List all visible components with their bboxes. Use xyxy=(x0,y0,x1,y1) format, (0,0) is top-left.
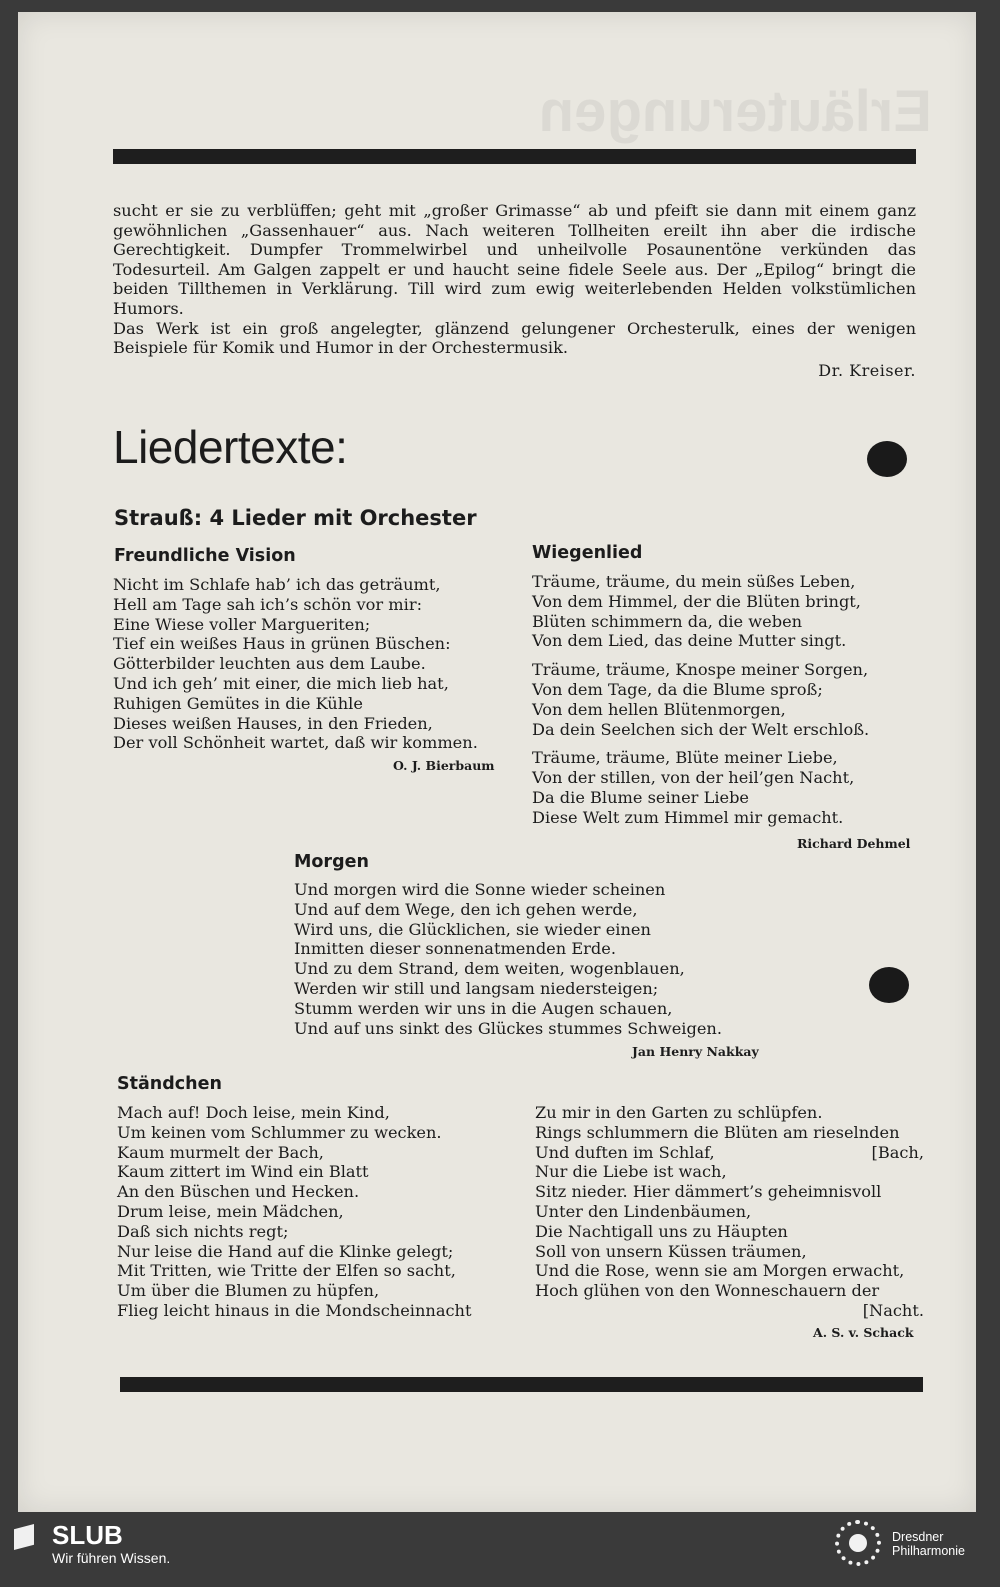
song-line: Eine Wiese voller Margueriten; xyxy=(113,614,371,634)
song-line-text: Und duften im Schlaf, xyxy=(535,1142,715,1162)
song-line: Die Nachtigall uns zu Häupten xyxy=(535,1221,788,1241)
program-note-paragraph: sucht er sie zu verblüffen; geht mit „großer Grimasse“ ab und pfeift sie dann mit einem ganz gewöhnlichen „Gassenhauer“ aus. Nach weiteren Tollheiten ereilt ihn aber die irdische Gerechtigkeit. Dumpfer Trommelwirbel und unheilvolle Posaunentöne verkünden das Todesurteil. Am Galgen zappelt er und haucht seine fidele Seele aus. Der „Epilog“ bringt die beiden Tillthemen in Verklärung. Till wird zum ewig weiterlebenden Helden volkstümlichen Humors. xyxy=(113,201,916,318)
philharmonie-logo-icon[interactable] xyxy=(835,1520,881,1566)
song-line: Mach auf! Doch leise, mein Kind, xyxy=(117,1103,390,1122)
section-subtitle: Strauß: 4 Lieder mit Orchester xyxy=(114,506,477,530)
song-line: Von dem hellen Blütenmorgen, xyxy=(532,699,786,719)
song-line: Inmitten dieser sonnenatmenden Erde. xyxy=(294,939,616,959)
song-line: Träume, träume, Blüte meiner Liebe, xyxy=(532,748,838,768)
song-line: Da die Blume seiner Liebe xyxy=(532,787,750,807)
song-author: A. S. v. Schack xyxy=(813,1325,914,1340)
song-line: Von dem Lied, das deine Mutter singt. xyxy=(532,631,847,651)
song-line: Mit Tritten, wie Tritte der Elfen so sacht, xyxy=(117,1261,456,1281)
song-line: [Nacht. xyxy=(862,1300,924,1320)
song-line: Werden wir still und langsam niedersteigen; xyxy=(294,978,659,998)
top-rule xyxy=(113,149,916,164)
song-lines-staendchen-left xyxy=(117,1103,471,1321)
song-author: Jan Henry Nakkay xyxy=(632,1044,759,1059)
song-line: Kaum murmelt der Bach, xyxy=(117,1142,324,1162)
bleed-through-text: Erläuterungen xyxy=(538,79,932,144)
song-line: Da dein Seelchen sich der Welt erschloß. xyxy=(532,719,870,739)
song-line: An den Büschen und Hecken. xyxy=(117,1182,360,1202)
program-note-paragraph: Das Werk ist ein groß angelegter, glänzend gelungener Orchesterulk, eines der wenigen Beispiele für Komik und Humor in der Orchestermusik. xyxy=(113,318,916,358)
song-title-morgen: Morgen xyxy=(294,852,369,872)
philharmonie-line-1: Dresdner xyxy=(892,1530,944,1544)
song-line: Tief ein weißes Haus in grünen Büschen: xyxy=(113,634,451,654)
song-title-vision: Freundliche Vision xyxy=(114,546,296,566)
song-line: Und auf dem Wege, den ich gehen werde, xyxy=(294,899,638,919)
song-line: Träume, träume, du mein süßes Leben, xyxy=(532,572,856,591)
song-line: Zu mir in den Garten zu schlüpfen. xyxy=(535,1103,823,1122)
song-line-continuation: [Bach, xyxy=(871,1142,924,1162)
song-line: Rings schlummern die Blüten am rieselnden xyxy=(535,1122,900,1142)
song-lines-morgen xyxy=(294,880,722,1038)
song-line xyxy=(535,1143,924,1163)
song-line: Nicht im Schlafe hab’ ich das geträumt, xyxy=(113,575,441,594)
song-line: Von dem Tage, da die Blume sproß; xyxy=(532,679,823,699)
philharmonie-name[interactable] xyxy=(892,1530,965,1558)
song-line: Nur leise die Hand auf die Klinke gelegt; xyxy=(117,1241,454,1261)
song-line: Der voll Schönheit wartet, daß wir kommen. xyxy=(113,733,478,753)
song-line: Wird uns, die Glücklichen, sie wieder einen xyxy=(294,919,651,939)
note-author: Dr. Kreiser. xyxy=(818,361,916,380)
song-line: Hell am Tage sah ich’s schön vor mir: xyxy=(113,594,423,614)
program-note xyxy=(113,201,916,358)
slub-name[interactable]: SLUB xyxy=(52,1520,123,1550)
song-line: Von dem Himmel, der die Blüten bringt, xyxy=(532,591,861,611)
song-line: Blüten schimmern da, die weben xyxy=(532,611,803,631)
song-line: Dieses weißen Hauses, in den Frieden, xyxy=(113,713,433,733)
song-line: Träume, träume, Knospe meiner Sorgen, xyxy=(532,660,869,680)
punch-hole xyxy=(867,441,907,477)
song-line: Hoch glühen von den Wonneschauern der xyxy=(535,1281,880,1301)
song-line: Und die Rose, wenn sie am Morgen erwacht, xyxy=(535,1261,905,1281)
bottom-rule xyxy=(120,1377,923,1392)
song-line: Um über die Blumen zu hüpfen, xyxy=(117,1281,380,1301)
song-line: Von der stillen, von der heil’gen Nacht, xyxy=(532,768,855,788)
song-line: Sitz nieder. Hier dämmert’s geheimnisvoll xyxy=(535,1182,882,1202)
song-line: Und auf uns sinkt des Glückes stummes Schweigen. xyxy=(294,1018,722,1038)
song-title-staendchen: Ständchen xyxy=(117,1074,222,1094)
song-author: Richard Dehmel xyxy=(797,836,911,851)
song-title-wiegenlied: Wiegenlied xyxy=(532,543,643,563)
song-line: Diese Welt zum Himmel mir gemacht. xyxy=(532,807,844,827)
song-line: Stumm werden wir uns in die Augen schauen, xyxy=(294,998,673,1018)
song-line: Und zu dem Strand, dem weiten, wogenblauen, xyxy=(294,959,685,979)
philharmonie-line-2: Philharmonie xyxy=(892,1544,965,1558)
song-line: Soll von unsern Küssen träumen, xyxy=(535,1241,807,1261)
song-line: Ruhigen Gemütes in die Kühle xyxy=(113,693,363,713)
slub-tagline: Wir führen Wissen. xyxy=(52,1550,171,1566)
song-line: Und morgen wird die Sonne wieder scheinen xyxy=(294,880,666,899)
song-line: Flieg leicht hinaus in die Mondscheinnacht xyxy=(117,1300,472,1320)
song-lines-vision xyxy=(113,575,478,753)
song-line: Nur die Liebe ist wach, xyxy=(535,1162,727,1182)
song-line: Um keinen vom Schlummer zu wecken. xyxy=(117,1122,442,1142)
song-lines-staendchen-right xyxy=(535,1103,924,1321)
song-line: Götterbilder leuchten aus dem Laube. xyxy=(113,654,426,674)
song-line: Und ich geh’ mit einer, die mich lieb hat, xyxy=(113,673,449,693)
song-line: Kaum zittert im Wind ein Blatt xyxy=(117,1162,369,1182)
song-line: Daß sich nichts regt; xyxy=(117,1221,289,1241)
song-author: O. J. Bierbaum xyxy=(393,758,495,773)
page-title: Liedertexte: xyxy=(113,421,348,473)
punch-hole xyxy=(869,967,909,1003)
song-lines-wiegenlied xyxy=(532,572,869,828)
song-line: Unter den Lindenbäumen, xyxy=(535,1201,752,1221)
song-line: Drum leise, mein Mädchen, xyxy=(117,1201,344,1221)
